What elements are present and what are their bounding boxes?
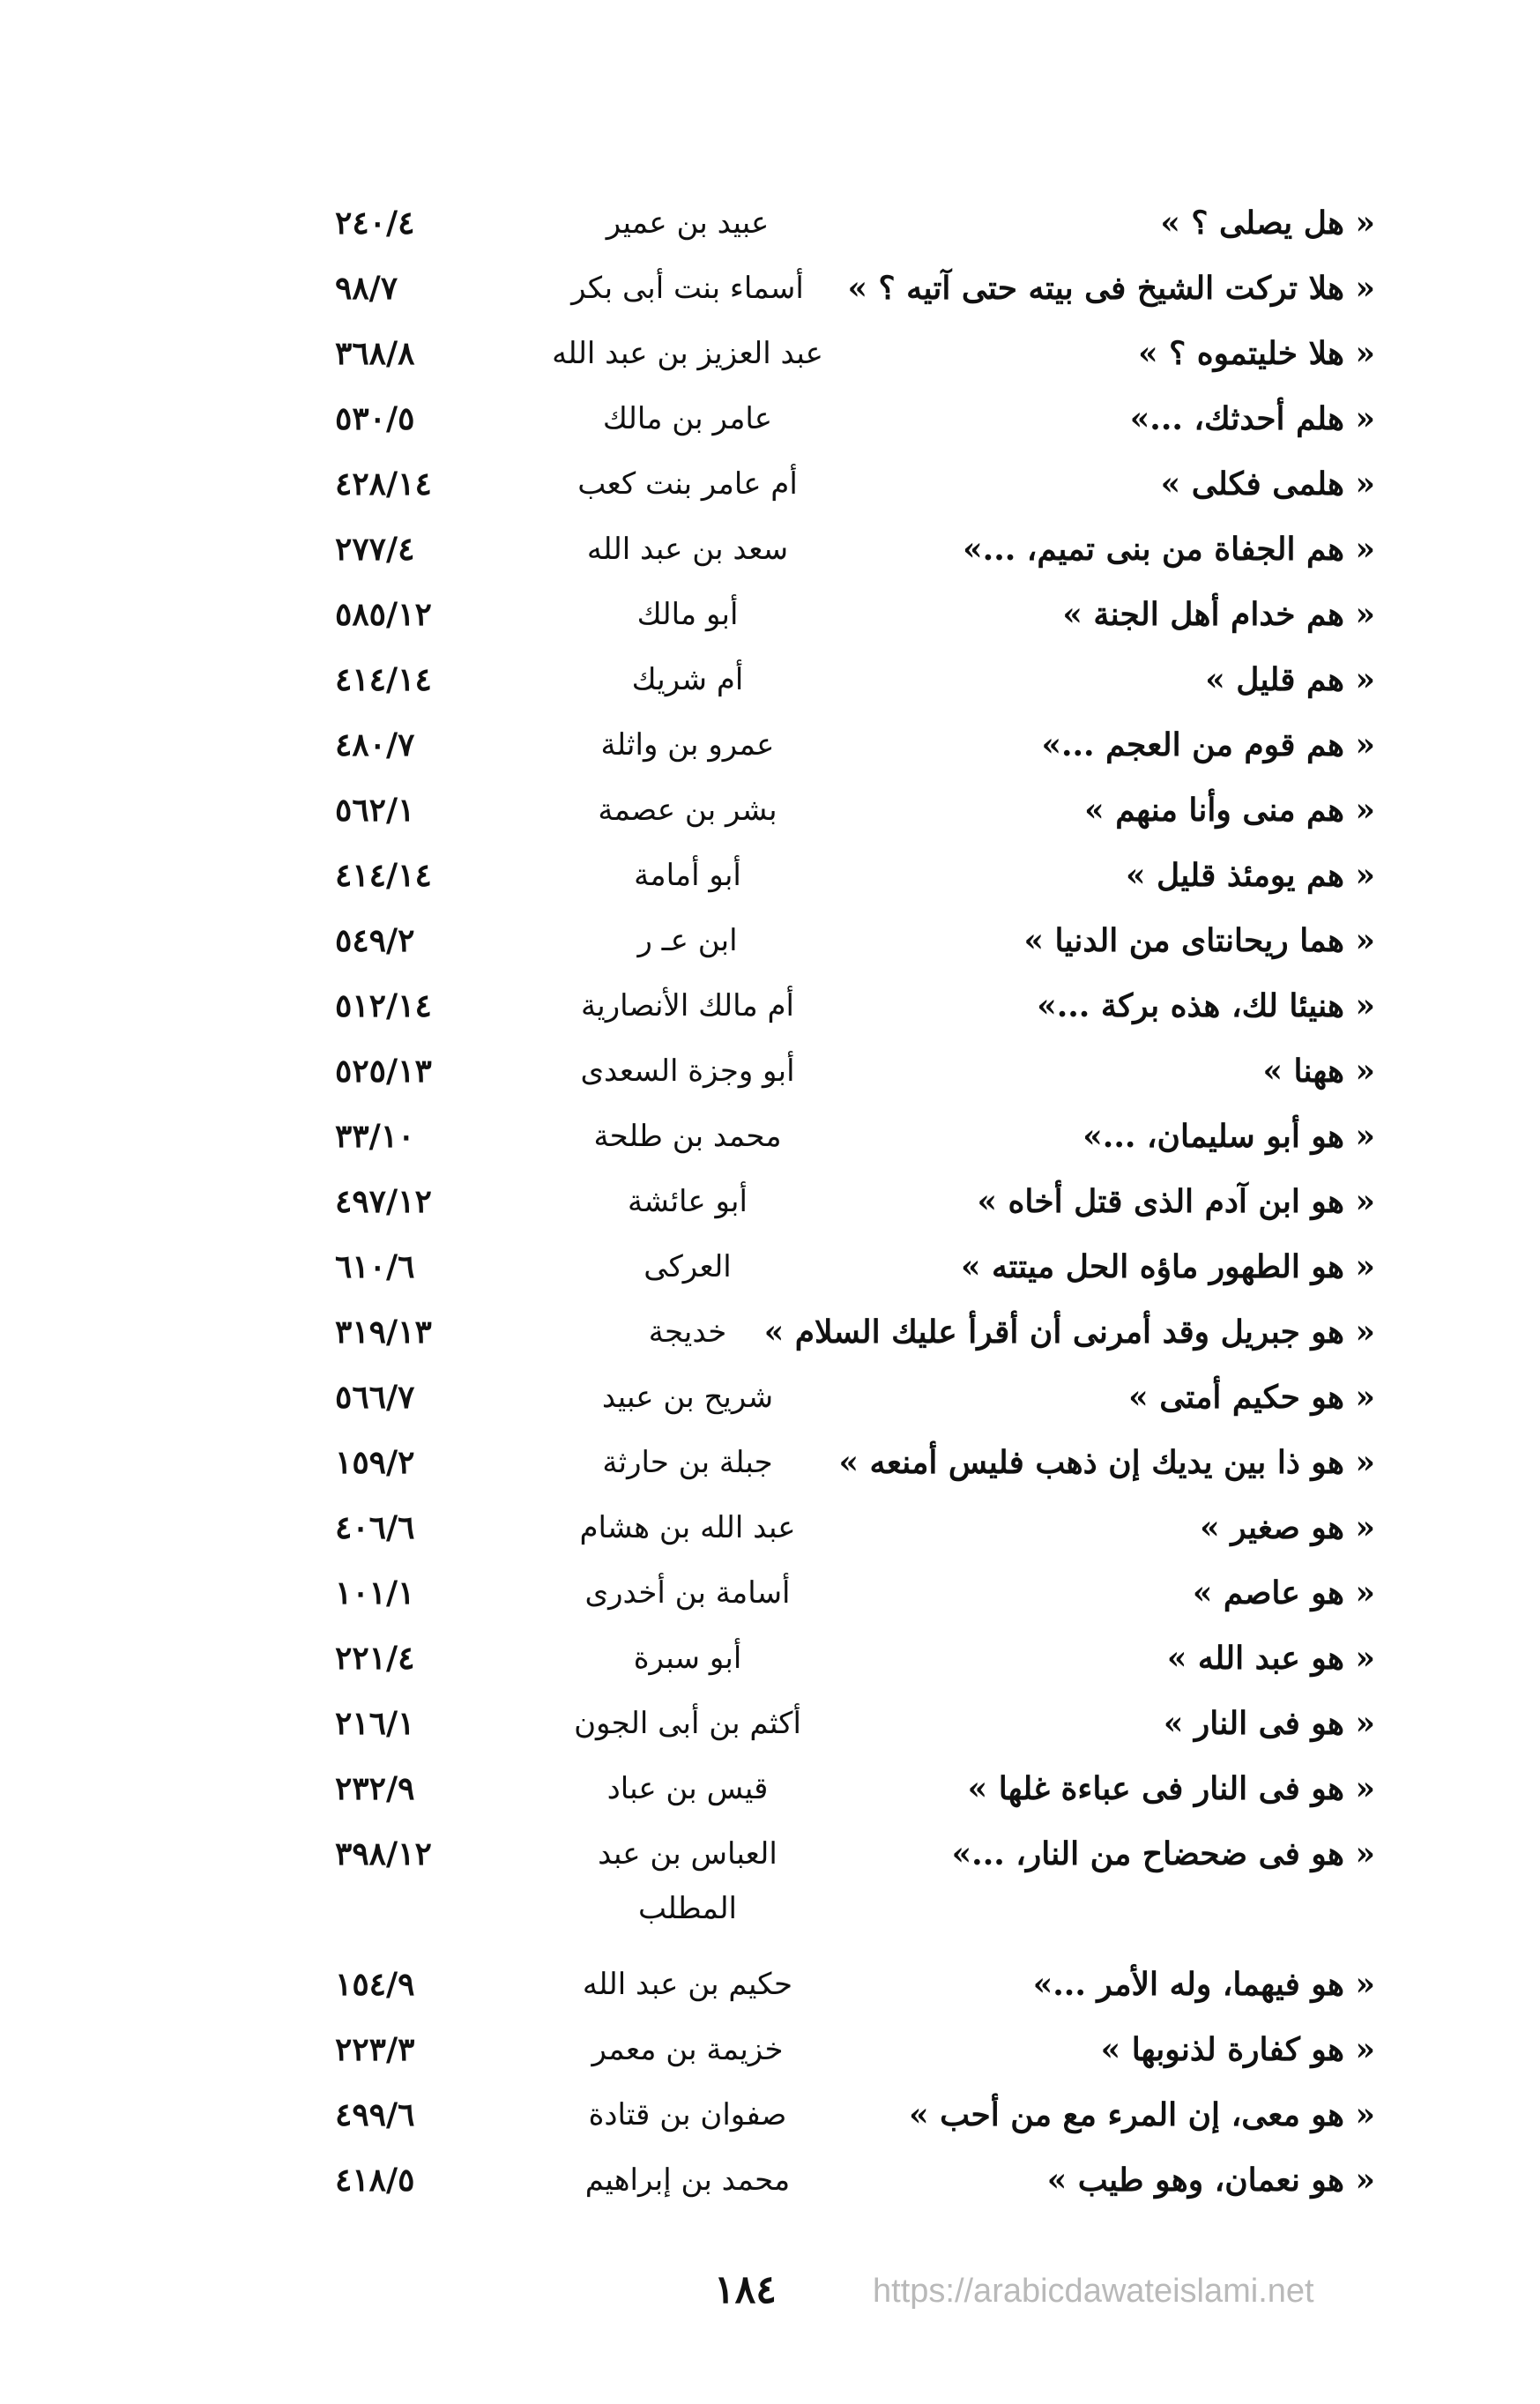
hadith-quote: « هو نعمان، وهو طيب » (1046, 2162, 1375, 2199)
index-row (335, 1566, 1375, 1631)
index-row (335, 848, 1375, 913)
narrator-name: بشر بن عصمة (598, 793, 777, 828)
index-row (335, 457, 1375, 522)
volume-page-reference: ٤١٨/٥ (335, 2162, 415, 2199)
hadith-index-table (335, 196, 1375, 2218)
index-row (335, 1500, 1375, 1566)
narrator-name: أم مالك الأنصارية (581, 988, 794, 1023)
narrator-name: حكيم بن عبد الله (582, 1967, 793, 2002)
narrator-name: خديجة (648, 1314, 727, 1350)
narrator-name: ابن عـ ر (637, 923, 738, 958)
index-row (335, 2088, 1375, 2153)
index-row (335, 1174, 1375, 1239)
volume-page-reference: ٣١٩/١٣ (335, 1314, 432, 1351)
volume-page-reference: ٤٩٧/١٢ (335, 1183, 432, 1220)
index-row (335, 326, 1375, 391)
narrator-name: محمد بن إبراهيم (584, 2162, 791, 2198)
hadith-quote: « هو ابن آدم الذى قتل أخاه » (977, 1183, 1375, 1220)
hadith-quote: « هو فى النار فى عباءة غلها » (967, 1770, 1375, 1807)
narrator-name: أم عامر بنت كعب (577, 466, 798, 502)
index-row (335, 196, 1375, 261)
volume-page-reference: ٩٨/٧ (335, 270, 398, 307)
narrator-name: أبو عائشة (628, 1184, 748, 1219)
index-row (335, 652, 1375, 718)
volume-page-reference: ٥٨٥/١٢ (335, 596, 432, 633)
index-row (335, 979, 1375, 1044)
index-row (335, 783, 1375, 848)
volume-page-reference: ٥٦٦/٧ (335, 1379, 415, 1416)
index-row (335, 1957, 1375, 2022)
hadith-quote: « هم قليل » (1205, 661, 1375, 698)
hadith-quote: « هو عاصم » (1192, 1574, 1375, 1611)
narrator-name: عبد الله بن هشام (579, 1510, 796, 1545)
narrator-name: صفوان بن قتادة (588, 2097, 787, 2132)
narrator-name: العباس بن عبد المطلب (598, 1836, 777, 1926)
hadith-quote: « هم قوم من العجم ...» (1041, 726, 1375, 763)
narrator-name: شريح بن عبيد (601, 1380, 774, 1415)
hadith-quote: « هو جبريل وقد أمرنى أن أقرأ عليك السلام » (763, 1314, 1375, 1351)
volume-page-reference: ٥٣٠/٥ (335, 400, 415, 437)
index-row (335, 1631, 1375, 1696)
hadith-quote: « هم الجفاة من بنى تميم، ...» (963, 531, 1375, 568)
narrator-name: العركى (644, 1249, 732, 1284)
narrator-name: عبد العزيز بن عبد الله (552, 336, 823, 371)
index-row (335, 1239, 1375, 1305)
hadith-quote: « هو حكيم أمتى » (1128, 1379, 1375, 1416)
hadith-quote: « هو فيهما، وله الأمر ...» (1032, 1966, 1375, 2003)
narrator-name: أبو سبرة (633, 1641, 742, 1676)
volume-page-reference: ١٥٩/٢ (335, 1444, 415, 1481)
narrator-name: أسامة بن أخدرى (584, 1575, 791, 1611)
index-row (335, 2022, 1375, 2088)
volume-page-reference: ٥٦٢/١ (335, 792, 415, 829)
hadith-quote: « هو كفارة لذنوبها » (1100, 2031, 1375, 2068)
narrator-name: عبيد بن عمير (606, 205, 770, 241)
index-row (335, 718, 1375, 783)
page-footer (0, 2264, 1540, 2317)
narrator-name: عامر بن مالك (602, 401, 773, 436)
hadith-quote: « هو معى، إن المرء مع من أحب » (909, 2096, 1375, 2133)
volume-page-reference: ٤٨٠/٧ (335, 726, 415, 763)
hadith-quote: « هما ريحانتاى من الدنيا » (1023, 922, 1375, 959)
volume-page-reference: ٤٢٨/١٤ (335, 465, 432, 502)
narrator-name: أبو وجزة السعدى (580, 1053, 795, 1089)
index-row (335, 1305, 1375, 1370)
index-row (335, 1827, 1375, 1957)
index-row (335, 522, 1375, 587)
volume-page-reference: ٣٩٨/١٢ (335, 1835, 432, 1872)
hadith-quote: « هلم أحدثك، ...» (1129, 400, 1375, 437)
hadith-quote: « هو صغير » (1200, 1509, 1375, 1546)
narrator-name: أسماء بنت أبى بكر (571, 271, 804, 306)
volume-page-reference: ٢٣٢/٩ (335, 1770, 415, 1807)
narrator-name: قيس بن عباد (606, 1771, 769, 1806)
volume-page-reference: ٥١٢/١٤ (335, 987, 432, 1024)
hadith-quote: « هم خدام أهل الجنة » (1062, 596, 1375, 633)
hadith-quote: « هو أبو سليمان، ...» (1082, 1118, 1375, 1155)
volume-page-reference: ٣٣/١٠ (335, 1118, 415, 1155)
narrator-name: جبلة بن حارثة (602, 1445, 773, 1480)
narrator-name: محمد بن طلحة (593, 1119, 782, 1154)
volume-page-reference: ٤٠٦/٦ (335, 1509, 415, 1546)
volume-page-reference: ٢٢١/٤ (335, 1640, 415, 1677)
index-row (335, 1435, 1375, 1500)
narrator-name: عمرو بن واثلة (600, 727, 775, 763)
volume-page-reference: ٢١٦/١ (335, 1705, 415, 1742)
volume-page-reference: ١٠١/١ (335, 1574, 415, 1611)
hadith-quote: « هلمى فكلى » (1160, 465, 1375, 502)
volume-page-reference: ٥٤٩/٢ (335, 922, 415, 959)
volume-page-reference: ١٥٤/٩ (335, 1966, 415, 2003)
index-row (335, 1696, 1375, 1761)
volume-page-reference: ٥٢٥/١٣ (335, 1053, 432, 1090)
index-row (335, 1761, 1375, 1827)
index-row (335, 913, 1375, 979)
index-row (335, 391, 1375, 457)
hadith-quote: « هو الطهور ماؤه الحل ميتته » (960, 1248, 1375, 1285)
volume-page-reference: ٤٩٩/٦ (335, 2096, 415, 2133)
hadith-quote: « هلا تركت الشيخ فى بيته حتى آتيه ؟ » (847, 270, 1375, 307)
narrator-name: أكثم بن أبى الجون (574, 1706, 801, 1741)
volume-page-reference: ٢٢٣/٣ (335, 2031, 415, 2068)
hadith-quote: « هو عبد الله » (1166, 1640, 1375, 1677)
index-row (335, 2153, 1375, 2218)
hadith-quote: « هو فى ضحضاح من النار، ...» (951, 1835, 1375, 1872)
hadith-quote: « هلا خليتموه ؟ » (1138, 335, 1375, 372)
narrator-name: سعد بن عبد الله (586, 532, 789, 567)
index-row (335, 1370, 1375, 1435)
narrator-name: خزيمة بن معمر (591, 2032, 784, 2067)
volume-page-reference: ٢٧٧/٤ (335, 531, 415, 568)
index-row (335, 1109, 1375, 1174)
volume-page-reference: ٢٤٠/٤ (335, 205, 415, 242)
hadith-quote: « هم منى وأنا منهم » (1084, 792, 1375, 829)
hadith-quote: « هم يومئذ قليل » (1126, 857, 1375, 894)
hadith-quote: « ههنا » (1262, 1053, 1375, 1090)
volume-page-reference: ٦١٠/٦ (335, 1248, 415, 1285)
volume-page-reference: ٣٦٨/٨ (335, 335, 415, 372)
hadith-quote: « هو فى النار » (1163, 1705, 1375, 1742)
hadith-quote: « هنيئا لك، هذه بركة ...» (1037, 987, 1375, 1024)
volume-page-reference: ٤١٤/١٤ (335, 661, 432, 698)
index-row (335, 587, 1375, 652)
index-row (335, 1044, 1375, 1109)
page-number: ١٨٤ (714, 2267, 777, 2312)
volume-page-reference: ٤١٤/١٤ (335, 857, 432, 894)
narrator-name: أبو مالك (636, 597, 739, 632)
hadith-quote: « هو ذا بين يديك إن ذهب فليس أمنعه » (838, 1444, 1375, 1481)
index-row (335, 261, 1375, 326)
narrator-name: أبو أمامة (634, 858, 741, 893)
hadith-quote: « هل يصلى ؟ » (1160, 205, 1375, 242)
watermark-url: https://arabicdawateislami.net (873, 2273, 1314, 2310)
narrator-name: أم شريك (631, 662, 744, 697)
